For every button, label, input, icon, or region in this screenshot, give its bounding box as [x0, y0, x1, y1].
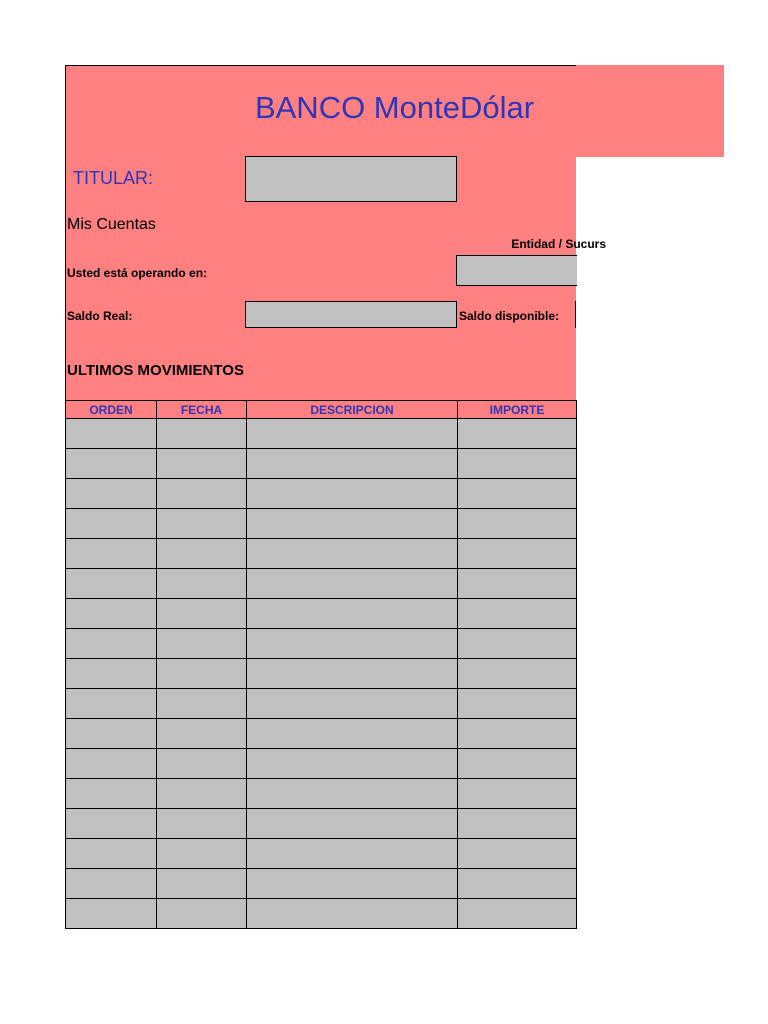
cell-orden[interactable] [66, 539, 157, 569]
cell-descripcion[interactable] [247, 779, 458, 809]
cell-orden[interactable] [66, 719, 157, 749]
cell-fecha[interactable] [157, 869, 247, 899]
table-row [66, 629, 577, 659]
cell-orden[interactable] [66, 569, 157, 599]
cell-importe[interactable] [458, 629, 577, 659]
cell-descripcion[interactable] [247, 839, 458, 869]
cell-orden[interactable] [66, 599, 157, 629]
cell-orden[interactable] [66, 629, 157, 659]
cell-importe[interactable] [458, 899, 577, 929]
cell-orden[interactable] [66, 659, 157, 689]
real-balance-field[interactable] [245, 301, 457, 328]
cell-importe[interactable] [458, 749, 577, 779]
cell-descripcion[interactable] [247, 719, 458, 749]
cell-descripcion[interactable] [247, 899, 458, 929]
cell-fecha[interactable] [157, 899, 247, 929]
cell-orden[interactable] [66, 479, 157, 509]
cell-descripcion[interactable] [247, 869, 458, 899]
entity-branch-label: Entidad / Sucurs [511, 237, 606, 251]
cell-importe[interactable] [458, 869, 577, 899]
table-row [66, 869, 577, 899]
cell-orden[interactable] [66, 869, 157, 899]
titular-field[interactable] [245, 156, 457, 202]
cell-orden[interactable] [66, 689, 157, 719]
cell-importe[interactable] [458, 419, 577, 449]
column-header-fecha: FECHA [157, 401, 247, 419]
operating-field[interactable] [456, 255, 577, 286]
cell-descripcion[interactable] [247, 449, 458, 479]
cell-orden[interactable] [66, 749, 157, 779]
cell-descripcion[interactable] [247, 629, 458, 659]
cell-fecha[interactable] [157, 449, 247, 479]
cell-orden[interactable] [66, 809, 157, 839]
cell-orden[interactable] [66, 779, 157, 809]
cell-fecha[interactable] [157, 539, 247, 569]
cell-fecha[interactable] [157, 659, 247, 689]
cell-fecha[interactable] [157, 569, 247, 599]
cell-orden[interactable] [66, 509, 157, 539]
cell-descripcion[interactable] [247, 539, 458, 569]
table-row [66, 779, 577, 809]
cell-importe[interactable] [458, 569, 577, 599]
table-row [66, 569, 577, 599]
table-row [66, 449, 577, 479]
movements-header-row [66, 401, 577, 419]
cell-importe[interactable] [458, 659, 577, 689]
titular-label: TITULAR: [73, 168, 154, 188]
cell-importe[interactable] [458, 599, 577, 629]
bank-title: BANCO MonteDólar [254, 90, 535, 125]
table-row [66, 659, 577, 689]
operating-label: Usted está operando en: [67, 266, 208, 280]
available-balance-label: Saldo disponible: [459, 309, 560, 323]
table-row [66, 899, 577, 929]
table-row [66, 719, 577, 749]
cell-descripcion[interactable] [247, 689, 458, 719]
cell-fecha[interactable] [157, 779, 247, 809]
table-row [66, 689, 577, 719]
cell-fecha[interactable] [157, 719, 247, 749]
available-balance-field-edge [575, 301, 576, 328]
cell-importe[interactable] [458, 719, 577, 749]
table-row [66, 749, 577, 779]
cell-importe[interactable] [458, 509, 577, 539]
cell-orden[interactable] [66, 449, 157, 479]
cell-orden[interactable] [66, 839, 157, 869]
entity-branch-label-wrap [470, 236, 606, 254]
cell-descripcion[interactable] [247, 419, 458, 449]
cell-fecha[interactable] [157, 479, 247, 509]
table-row [66, 839, 577, 869]
cell-descripcion[interactable] [247, 749, 458, 779]
cell-descripcion[interactable] [247, 809, 458, 839]
cell-fecha[interactable] [157, 629, 247, 659]
cell-orden[interactable] [66, 899, 157, 929]
real-balance-label: Saldo Real: [67, 309, 133, 323]
cell-fecha[interactable] [157, 419, 247, 449]
cell-importe[interactable] [458, 449, 577, 479]
cell-descripcion[interactable] [247, 509, 458, 539]
cell-importe[interactable] [458, 539, 577, 569]
cell-importe[interactable] [458, 689, 577, 719]
my-accounts-heading: Mis Cuentas [67, 216, 156, 233]
cell-descripcion[interactable] [247, 569, 458, 599]
cell-descripcion[interactable] [247, 659, 458, 689]
table-row [66, 539, 577, 569]
cell-fecha[interactable] [157, 509, 247, 539]
table-row [66, 809, 577, 839]
cell-orden[interactable] [66, 419, 157, 449]
cell-fecha[interactable] [157, 839, 247, 869]
column-header-importe: IMPORTE [458, 401, 577, 419]
cell-descripcion[interactable] [247, 479, 458, 509]
cell-descripcion[interactable] [247, 599, 458, 629]
cell-importe[interactable] [458, 839, 577, 869]
movements-heading: ULTIMOS MOVIMIENTOS [67, 362, 244, 379]
cell-importe[interactable] [458, 779, 577, 809]
column-header-descripcion: DESCRIPCION [247, 401, 458, 419]
movements-table [65, 400, 577, 929]
column-header-orden: ORDEN [66, 401, 157, 419]
table-row [66, 479, 577, 509]
cell-fecha[interactable] [157, 809, 247, 839]
cell-importe[interactable] [458, 809, 577, 839]
cell-fecha[interactable] [157, 689, 247, 719]
table-row [66, 419, 577, 449]
cell-fecha[interactable] [157, 599, 247, 629]
cell-fecha[interactable] [157, 749, 247, 779]
cell-importe[interactable] [458, 479, 577, 509]
table-row [66, 509, 577, 539]
table-row [66, 599, 577, 629]
